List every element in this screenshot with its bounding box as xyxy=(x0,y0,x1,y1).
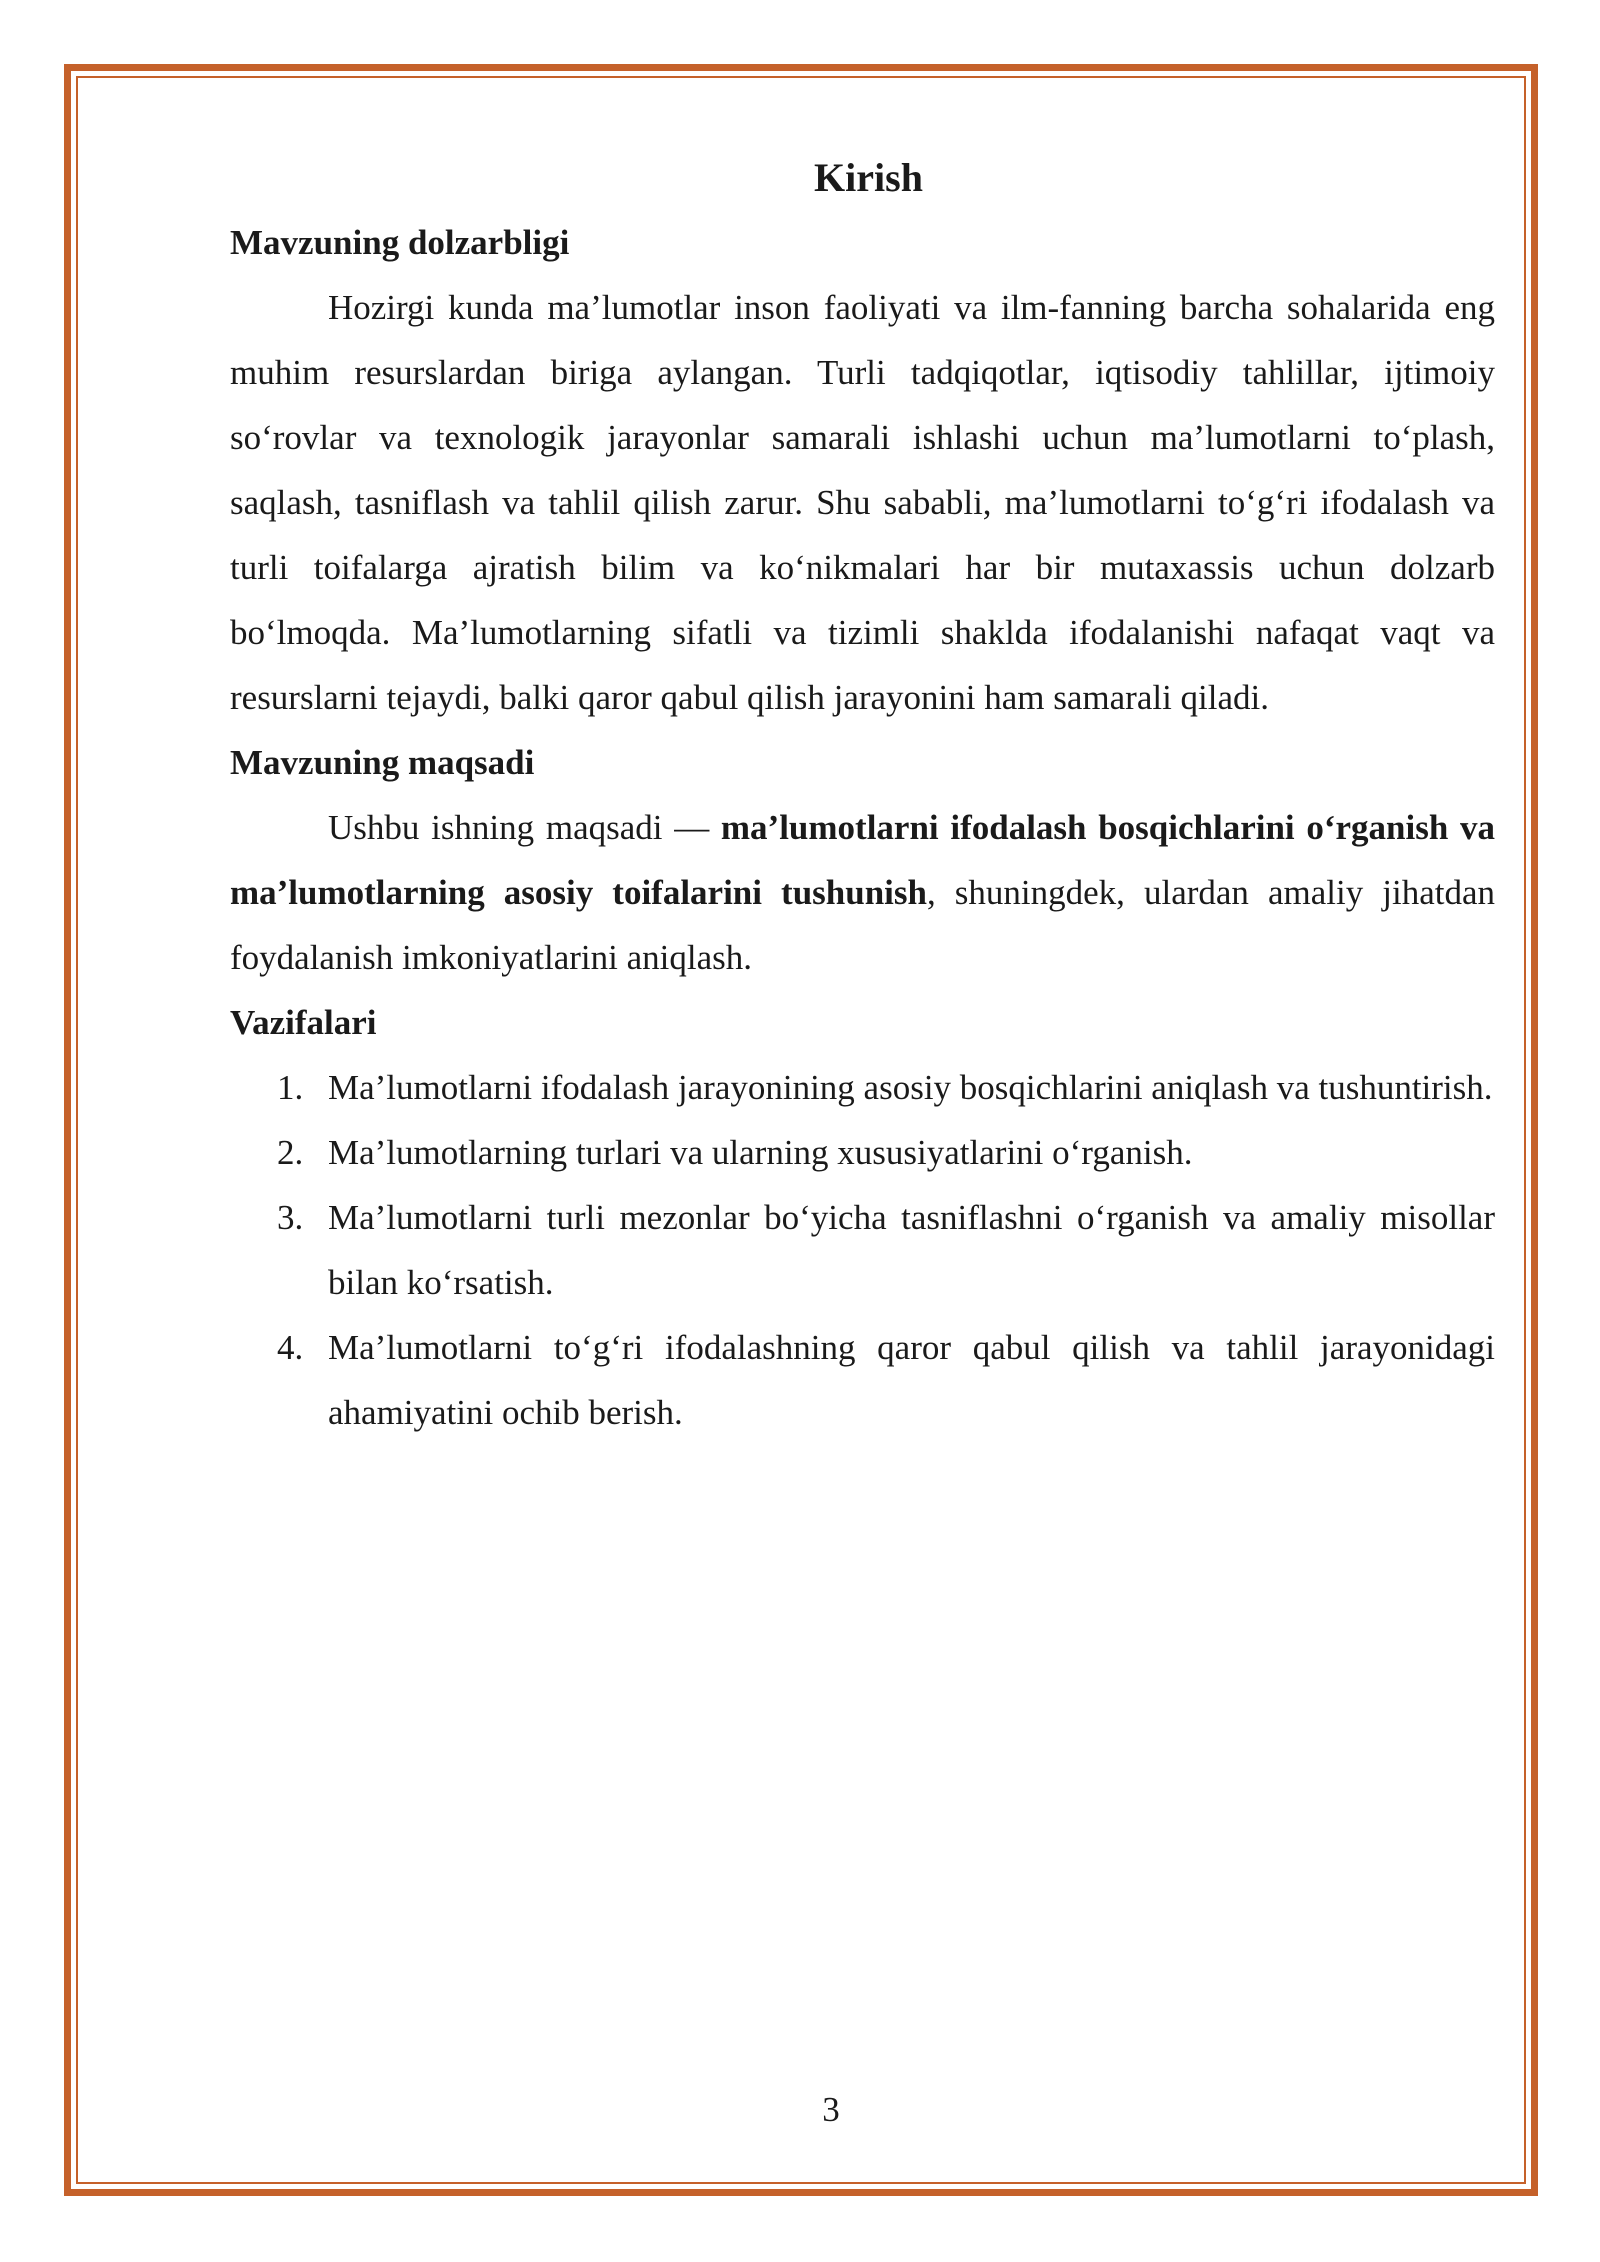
section-heading-dolzarblik: Mavzuning dolzarbligi xyxy=(230,223,570,262)
document-title: Kirish xyxy=(814,155,923,200)
maqsad-intro: Ushbu ishning maqsadi — xyxy=(328,808,721,847)
list-item-text: Ma’lumotlarning turlari va ularning xususiyatlarini o‘rganish. xyxy=(328,1133,1193,1172)
list-item-number: 1. xyxy=(277,1068,304,1107)
section-heading-vazifalar: Vazifalari xyxy=(230,1003,377,1042)
list-item-number: 2. xyxy=(277,1133,304,1172)
paragraph-dolzarblik: Hozirgi kunda ma’lumotlar inson faoliyati va ilm-fanning barcha sohalarida eng muhim resurslardan biriga aylangan. Turli tadqiqotlar, iqtisodiy tahlillar, ijtimoiy so‘rovlar va texnologik jarayonlar samarali ishlashi uchun ma’lumotlarni to‘plash, saqlash, tasniflash va tahlil qilish zarur. Shu sababli, ma’lumotlarni to‘g‘ri ifodalash va turli toifalarga ajratish bilim va ko‘nikmalari har bir mutaxassis uchun dolzarb bo‘lmoqda. Ma’lumotlarning sifatli va tizimli shaklda ifodalanishi nafaqat vaqt va resurslarni tejaydi, balki qaror qabul qilish jarayonini ham samarali qiladi. xyxy=(230,288,1495,717)
document-body xyxy=(230,146,1495,1445)
paragraph-maqsad xyxy=(230,795,1495,990)
list-item-number: 3. xyxy=(277,1198,304,1237)
list-item xyxy=(230,1120,1495,1185)
page-number: 3 xyxy=(822,2090,840,2129)
list-item-text: Ma’lumotlarni turli mezonlar bo‘yicha tasniflashni o‘rganish va amaliy misollar bilan ko‘rsatish. xyxy=(328,1198,1495,1302)
list-item xyxy=(230,1185,1495,1315)
task-list xyxy=(230,1055,1495,1445)
list-item xyxy=(230,1055,1495,1120)
maqsad-bold: ma’lumotlarni ifodalash bosqichlarini o‘rganish va ma’lumotlarning asosiy toifalarini tushunish xyxy=(230,808,1495,912)
section-heading-maqsad: Mavzuning maqsadi xyxy=(230,743,535,782)
list-item-text: Ma’lumotlarni to‘g‘ri ifodalashning qaror qabul qilish va tahlil jarayonidagi ahamiyatini ochib berish. xyxy=(328,1328,1495,1432)
list-item xyxy=(230,1315,1495,1445)
list-item-text: Ma’lumotlarni ifodalash jarayonining asosiy bosqichlarini aniqlash va tushuntirish. xyxy=(328,1068,1493,1107)
maqsad-rest: , shuningdek, ulardan amaliy jihatdan foydalanish imkoniyatlarini aniqlash. xyxy=(230,873,1496,977)
list-item-number: 4. xyxy=(277,1328,304,1367)
